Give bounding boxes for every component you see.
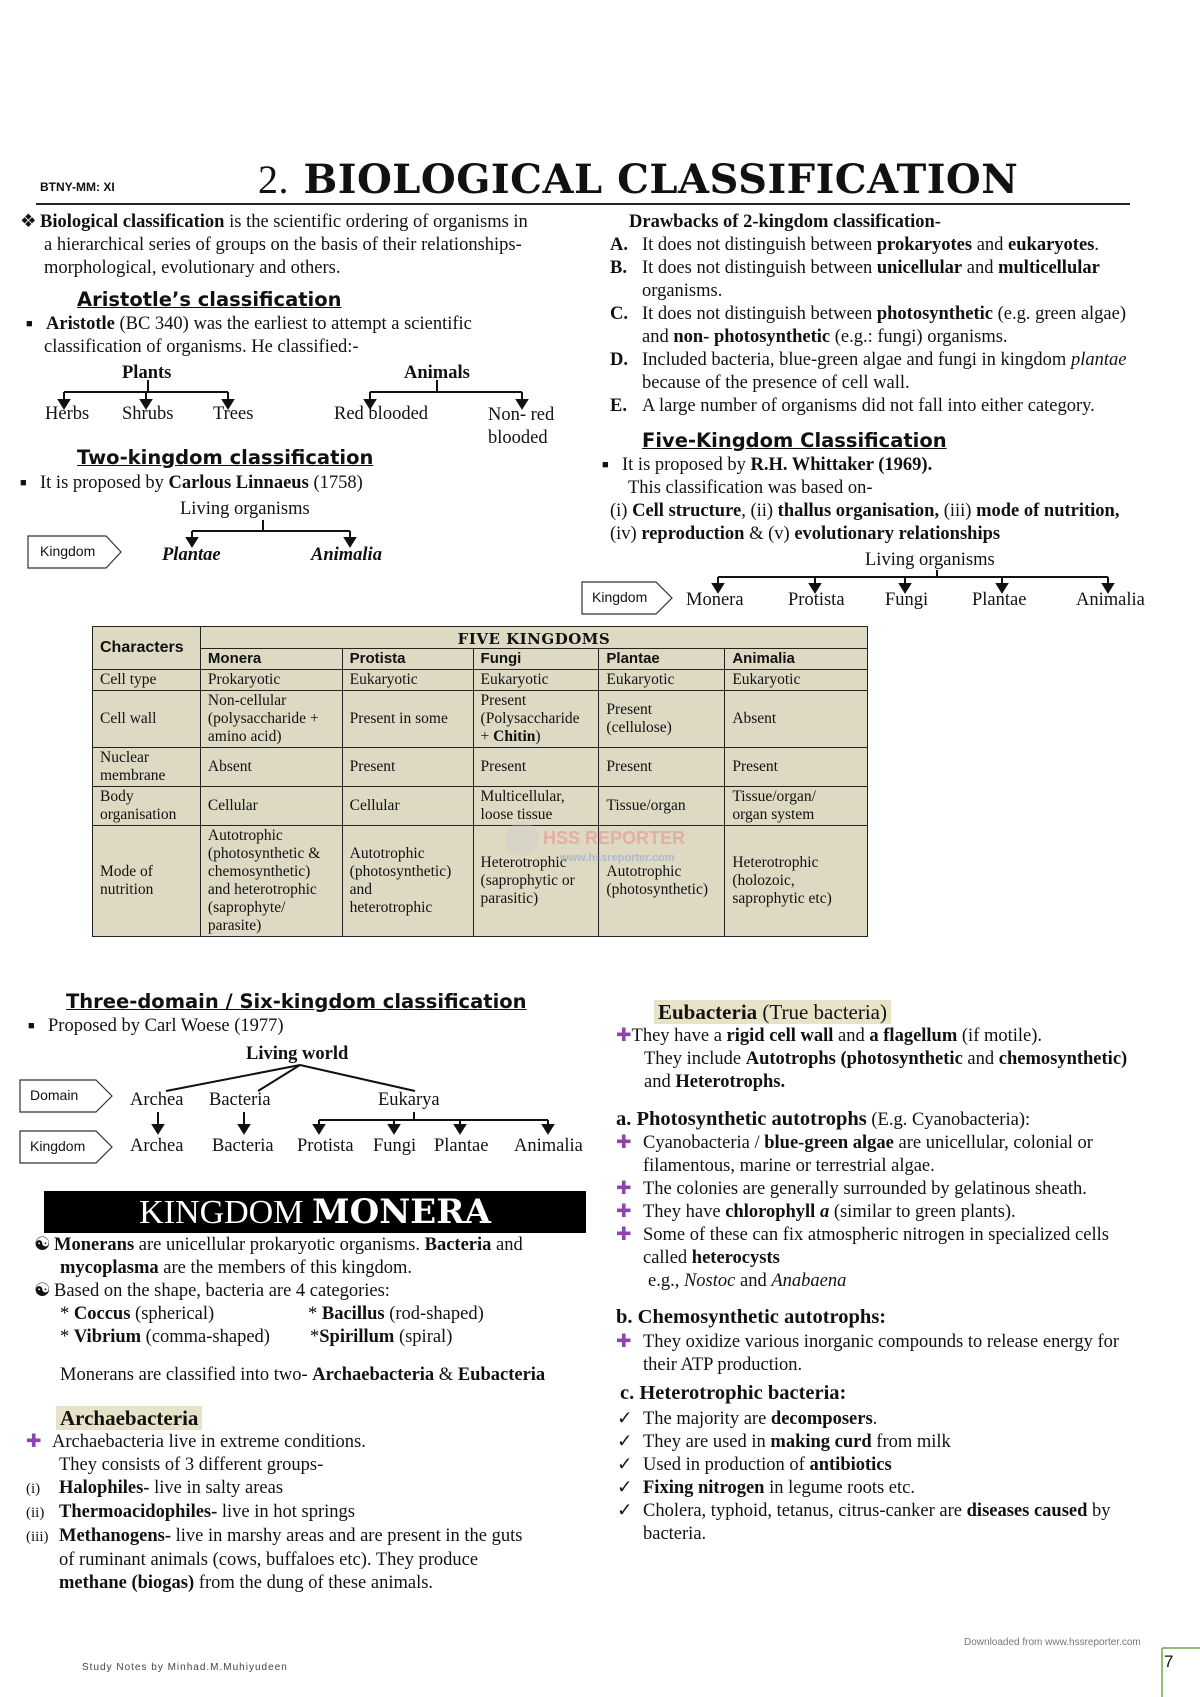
chapter-title: BIOLOGICAL CLASSIFICATION	[303, 156, 1019, 203]
text: called	[643, 1248, 692, 1268]
checkmark-icon: ✓	[617, 1478, 633, 1498]
term: Biological classification	[40, 212, 225, 232]
header-characters: Characters	[93, 627, 201, 670]
cell-line: Autotrophic	[606, 863, 682, 880]
text: and	[962, 258, 999, 278]
term: antibiotics	[809, 1455, 892, 1475]
cell-line: Heterotrophic	[732, 854, 819, 871]
term: Carlous Linnaeus	[168, 473, 309, 493]
text: of ruminant animals (cows, buffaloes etc). They produce	[59, 1550, 479, 1570]
cross-arrow-bullet-icon: ✚	[616, 1179, 632, 1199]
text: Cholera, typhoid, tetanus, citrus-canker are	[643, 1501, 967, 1521]
node-fungi: Fungi	[885, 590, 929, 610]
term: mode of nutrition,	[976, 501, 1120, 522]
list-label: A.	[610, 235, 628, 255]
node-protista: Protista	[788, 590, 845, 610]
checkmark-icon: ✓	[617, 1455, 633, 1475]
footer-credit: Study Notes by Minhad.M.Muhiyudeen	[82, 1662, 288, 1673]
term: decomposers	[770, 1409, 873, 1429]
text: Proposed by Carl Woese (1977)	[48, 1016, 284, 1036]
term: Vibrium	[73, 1327, 142, 1347]
diamond-bullet-icon: ❖	[20, 212, 37, 232]
term: Autotrophs (photosynthetic	[745, 1049, 963, 1069]
checkmark-icon: ✓	[617, 1409, 633, 1429]
section-heading-two-kingdom: Two-kingdom classification	[77, 446, 374, 469]
list-label: (i)	[26, 1481, 41, 1497]
text: (spherical)	[130, 1304, 215, 1324]
text: It is proposed by	[622, 455, 751, 475]
text: (BC 340) was the earliest to attempt a scientific	[114, 314, 472, 334]
text: They include	[644, 1049, 746, 1069]
term: chemosynthetic)	[998, 1049, 1128, 1069]
text: (ii)	[750, 501, 778, 522]
node-animalia: Animalia	[514, 1136, 583, 1156]
cell-line: loose tissue	[480, 806, 553, 823]
text: Used in production of	[643, 1455, 810, 1475]
kingdom-label: Kingdom	[592, 589, 648, 605]
watermark-text: HSS REPORTER	[543, 827, 686, 848]
node-animalia: Animalia	[311, 545, 382, 565]
cell-line: Absent	[207, 758, 252, 775]
text: organisms.	[642, 281, 723, 301]
row-header-line: organisation	[100, 806, 177, 823]
cross-arrow-bullet-icon: ✚	[26, 1432, 42, 1452]
text: The colonies are generally surrounded by gelatinous sheath.	[643, 1179, 1087, 1199]
cell-line: Cellular	[349, 797, 400, 814]
term: Nostoc	[683, 1271, 736, 1291]
square-bullet-icon: ■	[26, 318, 33, 331]
term: Archaebacteria	[312, 1365, 435, 1385]
row-header-line: membrane	[100, 767, 166, 784]
banner-text-bold: MONERA	[311, 1192, 491, 1232]
text: A large number of organisms did not fall into either category.	[642, 396, 1095, 416]
term: blue-green algae	[764, 1133, 894, 1153]
term: Coccus	[73, 1304, 131, 1324]
text: ,	[741, 501, 751, 522]
text: Monerans are classified into two-	[60, 1365, 313, 1385]
text: Cyanobacteria /	[643, 1133, 765, 1153]
text: They are used in	[643, 1432, 771, 1452]
text: The majority are	[643, 1409, 771, 1429]
column-header: Monera	[200, 649, 342, 670]
text: (rod-shaped)	[384, 1304, 484, 1324]
cross-arrow-bullet-icon: ✚	[616, 1133, 632, 1153]
term: rigid cell wall	[726, 1026, 834, 1046]
monera-paragraph: ☯ Monerans are unicellular prokaryotic organisms. Bacteria and mycoplasma are the members of this kingdom. ☯ Based on the shape, bacteria are 4 categories: * Coccus (spherical) * Bacillus (rod-shaped) * Vibrium (comma-shaped) *Spirillum (spiral) Monerans are classified into two- Archaebacteria & Eubacteria	[34, 1235, 546, 1385]
cell-line: Eukaryotic	[606, 671, 675, 688]
cell-line: + Chitin)	[480, 728, 541, 745]
square-bullet-icon: ■	[20, 477, 27, 490]
term: evolutionary relationships	[794, 524, 1001, 545]
text: live in marshy areas and are present in the guts	[171, 1526, 523, 1546]
term: Bacteria	[424, 1235, 492, 1255]
text: It is proposed by	[40, 473, 169, 493]
row-header-line: Cell type	[100, 671, 157, 688]
text: morphological, evolutionary and others.	[44, 258, 341, 278]
drawbacks-heading: Drawbacks of 2-kingdom classification-	[629, 212, 941, 232]
term: a	[819, 1202, 830, 1222]
cell-line: Eukaryotic	[732, 671, 801, 688]
page-number: 7	[1164, 1652, 1174, 1671]
yin-yang-bullet-icon: ☯	[34, 1281, 51, 1301]
text: (i)	[610, 501, 633, 522]
term: Cell structure	[632, 501, 742, 522]
row-header-line: nutrition	[100, 881, 154, 898]
cell-line: Autotrophic	[207, 827, 283, 844]
node-plantae: Plantae	[972, 590, 1027, 610]
node-living-organisms: Living organisms	[180, 499, 310, 519]
footer-source: Downloaded from www.hssreporter.com	[964, 1637, 1141, 1648]
cell-line: heterotrophic	[349, 899, 433, 916]
cross-arrow-bullet-icon: ✚	[616, 1202, 632, 1222]
list-label: D.	[610, 350, 628, 370]
heading-text: Archaebacteria	[56, 1406, 202, 1430]
term: Methanogens-	[59, 1526, 172, 1546]
term: mycoplasma	[60, 1258, 159, 1278]
text: They oxidize various inorganic compounds to release energy for	[643, 1332, 1120, 1352]
term: a flagellum	[869, 1026, 958, 1046]
cell-line: Tissue/organ/	[732, 788, 816, 805]
cell-line: Present	[606, 701, 653, 718]
section-heading-three-domain: Three-domain / Six-kingdom classification	[66, 990, 527, 1013]
heading-subtext: (E.g. Cyanobacteria):	[866, 1110, 1031, 1130]
row-header-line: Mode of	[100, 863, 153, 880]
text: from the dung of these animals.	[194, 1573, 434, 1593]
cell-line: Eukaryotic	[349, 671, 418, 688]
list-label: C.	[610, 304, 628, 324]
text: and	[972, 235, 1009, 255]
text: Based on the shape, bacteria are 4 categories:	[54, 1281, 390, 1301]
cell-line: and heterotrophic	[207, 881, 317, 898]
text: live in salty areas	[149, 1478, 284, 1498]
cell-line: (cellulose)	[606, 719, 672, 736]
cell-line: Eukaryotic	[480, 671, 549, 688]
term: Thermoacidophiles-	[59, 1502, 218, 1522]
term: chlorophyll	[725, 1202, 820, 1222]
text: their ATP production.	[643, 1355, 803, 1375]
text: (e.g. green algae)	[992, 304, 1126, 324]
term: Monerans	[54, 1235, 135, 1255]
term: methane (biogas)	[59, 1573, 195, 1593]
cell-line: Present in some	[349, 710, 448, 727]
text: and	[491, 1235, 523, 1255]
cross-arrow-bullet-icon: ✚	[616, 1225, 632, 1245]
text: Non- red	[488, 405, 555, 425]
node-archea: Archea	[130, 1136, 184, 1156]
text: and	[833, 1026, 870, 1046]
text: Archaebacteria live in extreme conditions.	[52, 1432, 366, 1452]
node-monera: Monera	[686, 590, 744, 610]
node-animals: Animals	[404, 363, 470, 383]
text: by	[1087, 1501, 1111, 1521]
term: reproduction	[641, 524, 745, 545]
node-shrubs: Shrubs	[122, 404, 174, 424]
header-five-kingdoms: FIVE KINGDOMS	[200, 627, 867, 649]
cell-line: Heterotrophic	[480, 854, 567, 871]
text: and	[642, 327, 674, 347]
course-code: BTNY-MM: XI	[40, 180, 115, 194]
term: eukaryotes	[1008, 235, 1095, 255]
chapter-number: 2.	[258, 157, 289, 202]
text: They have	[643, 1202, 726, 1222]
text: Some of these can fix atmospheric nitrogen in specialized cells	[643, 1225, 1109, 1245]
cell-line: Non-cellular	[207, 692, 287, 709]
text: & (v)	[744, 524, 795, 545]
domain-label: Domain	[30, 1087, 79, 1103]
node-eukarya-domain: Eukarya	[378, 1090, 440, 1110]
text: is the scientific ordering of organisms in	[224, 212, 528, 232]
row-header-line: Nuclear	[100, 749, 150, 766]
cell-line: amino acid)	[207, 728, 282, 745]
list-label: (iii)	[26, 1529, 49, 1545]
column-header: Fungi	[473, 649, 599, 670]
cell-line: saprophytic etc)	[732, 890, 832, 907]
cell-line: Present	[349, 758, 396, 775]
cell-line: parasite)	[207, 917, 262, 934]
kingdom-label: Kingdom	[30, 1138, 86, 1154]
text: live in hot springs	[217, 1502, 356, 1522]
cell-line: Present	[732, 758, 778, 775]
text: They consists of 3 different groups-	[59, 1455, 324, 1475]
term: Eubacteria	[457, 1365, 546, 1385]
node-plantae: Plantae	[434, 1136, 489, 1156]
banner-text: KINGDOM	[139, 1194, 312, 1231]
heading-text: a. Photosynthetic autotrophs	[616, 1108, 867, 1130]
text: bacteria.	[643, 1524, 707, 1544]
text: because of the presence of cell wall.	[642, 373, 910, 393]
text: It does not distinguish between	[642, 258, 877, 278]
list-label: E.	[610, 396, 627, 416]
column-header: Protista	[342, 649, 473, 670]
term: Aristotle	[46, 314, 115, 334]
text: are unicellular prokaryotic organisms.	[134, 1235, 425, 1255]
column-header: Animalia	[725, 649, 868, 670]
heading-subtext: (True bacteria)	[757, 1000, 887, 1024]
node-herbs: Herbs	[45, 404, 90, 424]
term: heterocysts	[691, 1248, 780, 1268]
text: classification of organisms. He classified:-	[44, 337, 359, 358]
text: It does not distinguish between	[642, 304, 877, 324]
text: .	[872, 1409, 878, 1429]
node-trees: Trees	[213, 404, 254, 424]
cell-line: (Polysaccharide	[480, 710, 580, 727]
text: and	[644, 1072, 676, 1092]
cell-line: Multicellular,	[480, 788, 565, 805]
checkmark-icon: ✓	[617, 1432, 633, 1452]
text: They have a	[631, 1026, 727, 1046]
term: diseases caused	[966, 1501, 1088, 1521]
text: (1758)	[308, 473, 363, 493]
list-label: (ii)	[26, 1505, 45, 1521]
node-living-organisms-5k: Living organisms	[865, 550, 995, 570]
cell-line: Cellular	[207, 797, 258, 814]
term: multicellular	[998, 258, 1100, 278]
text: (e.g.: fungi) organisms.	[830, 327, 1008, 347]
text: (iii)	[939, 501, 977, 522]
text: (comma-shaped)	[141, 1327, 270, 1347]
yin-yang-bullet-icon: ☯	[34, 1235, 51, 1255]
cell-line: organ system	[732, 806, 815, 823]
term: non- photosynthetic	[673, 327, 831, 347]
square-bullet-icon: ■	[602, 459, 609, 472]
section-heading-aristotle: Aristotle’s classification	[77, 288, 342, 311]
text: .	[1094, 235, 1099, 255]
text: (iv)	[610, 524, 642, 545]
text: a hierarchical series of groups on the basis of their relationships-	[44, 235, 522, 255]
column-header: Plantae	[599, 649, 725, 670]
term: thallus organisation,	[777, 501, 940, 522]
cell-line: (holozoic,	[732, 872, 795, 889]
term: plantae	[1070, 350, 1127, 370]
cell-line: Autotrophic	[349, 845, 425, 862]
cell-line: (saprophyte/	[207, 899, 286, 916]
cell-line: Present	[480, 758, 527, 775]
cell-line: Absent	[732, 710, 777, 727]
term: Fixing nitrogen	[643, 1478, 765, 1498]
cell-line: Present	[480, 692, 527, 709]
cell-line: Present	[606, 758, 653, 775]
term: R.H. Whittaker (1969).	[750, 455, 933, 475]
text: and	[735, 1271, 772, 1291]
kingdom-label: Kingdom	[40, 543, 96, 559]
node-living-world: Living world	[246, 1044, 349, 1064]
text: Included bacteria, blue-green algae and fungi in kingdom	[642, 350, 1071, 370]
checkmark-icon: ✓	[617, 1501, 633, 1521]
cross-arrow-bullet-icon: ✚	[616, 1332, 632, 1352]
heading-text: Eubacteria	[658, 1000, 758, 1024]
text: and	[962, 1049, 999, 1069]
term: photosynthetic	[876, 304, 993, 324]
cell-line: (photosynthetic)	[606, 881, 709, 898]
cell-line: (polysaccharide +	[207, 710, 319, 727]
text: are the members of this kingdom.	[158, 1258, 412, 1278]
cell-line: (photosynthetic)	[349, 863, 452, 880]
heterotrophic-heading: c. Heterotrophic bacteria:	[620, 1382, 847, 1404]
term: Heterotrophs.	[675, 1072, 786, 1092]
cross-arrow-bullet-icon: ✚	[616, 1026, 632, 1046]
text: (spiral)	[394, 1327, 453, 1347]
row-header-line: Cell wall	[100, 710, 157, 727]
node-red-blooded: Red blooded	[334, 404, 429, 424]
node-protista: Protista	[297, 1136, 354, 1156]
term: prokaryotes	[876, 235, 973, 255]
text: filamentous, marine or terrestrial algae.	[643, 1156, 935, 1176]
node-archea-domain: Archea	[130, 1090, 184, 1110]
text: e.g.,	[648, 1271, 684, 1291]
text: (if motile).	[957, 1026, 1043, 1046]
cell-line: (photosynthetic &	[207, 845, 321, 862]
term: unicellular	[876, 258, 963, 278]
text: It does not distinguish between	[642, 235, 877, 255]
cell-line: and	[349, 881, 373, 898]
section-heading-five-kingdom: Five-Kingdom Classification	[642, 429, 947, 452]
square-bullet-icon: ■	[28, 1020, 35, 1033]
cell-line: (saprophytic or	[480, 872, 575, 889]
node-animalia: Animalia	[1076, 590, 1145, 610]
cell-line: chemosynthetic)	[207, 863, 311, 880]
term: Bacillus	[321, 1304, 385, 1324]
term: Anabaena	[771, 1271, 847, 1291]
watermark-url: www.hssreporter.com	[560, 852, 675, 864]
text: blooded	[488, 428, 548, 448]
term: Spirillum	[319, 1327, 395, 1347]
text: (similar to green plants).	[829, 1202, 1016, 1222]
term: making curd	[770, 1432, 872, 1452]
row-header-line: Body	[100, 788, 134, 805]
node-bacteria: Bacteria	[212, 1136, 274, 1156]
chemosynthetic-heading: b. Chemosynthetic autotrophs:	[616, 1306, 887, 1328]
list-label: B.	[610, 258, 627, 278]
text: This classification was based on-	[628, 478, 873, 499]
node-bacteria-domain: Bacteria	[209, 1090, 271, 1110]
node-fungi: Fungi	[373, 1136, 417, 1156]
text: &	[434, 1365, 458, 1385]
text: are unicellular, colonial or	[893, 1133, 1093, 1153]
cell-line: Tissue/organ	[606, 797, 686, 814]
cell-line: parasitic)	[480, 890, 539, 907]
node-plantae: Plantae	[162, 545, 221, 565]
cell-line: Prokaryotic	[207, 671, 281, 688]
term: Halophiles-	[59, 1478, 150, 1498]
text: in legume roots etc.	[764, 1478, 915, 1498]
text: from milk	[871, 1432, 951, 1452]
node-plants: Plants	[122, 363, 172, 383]
